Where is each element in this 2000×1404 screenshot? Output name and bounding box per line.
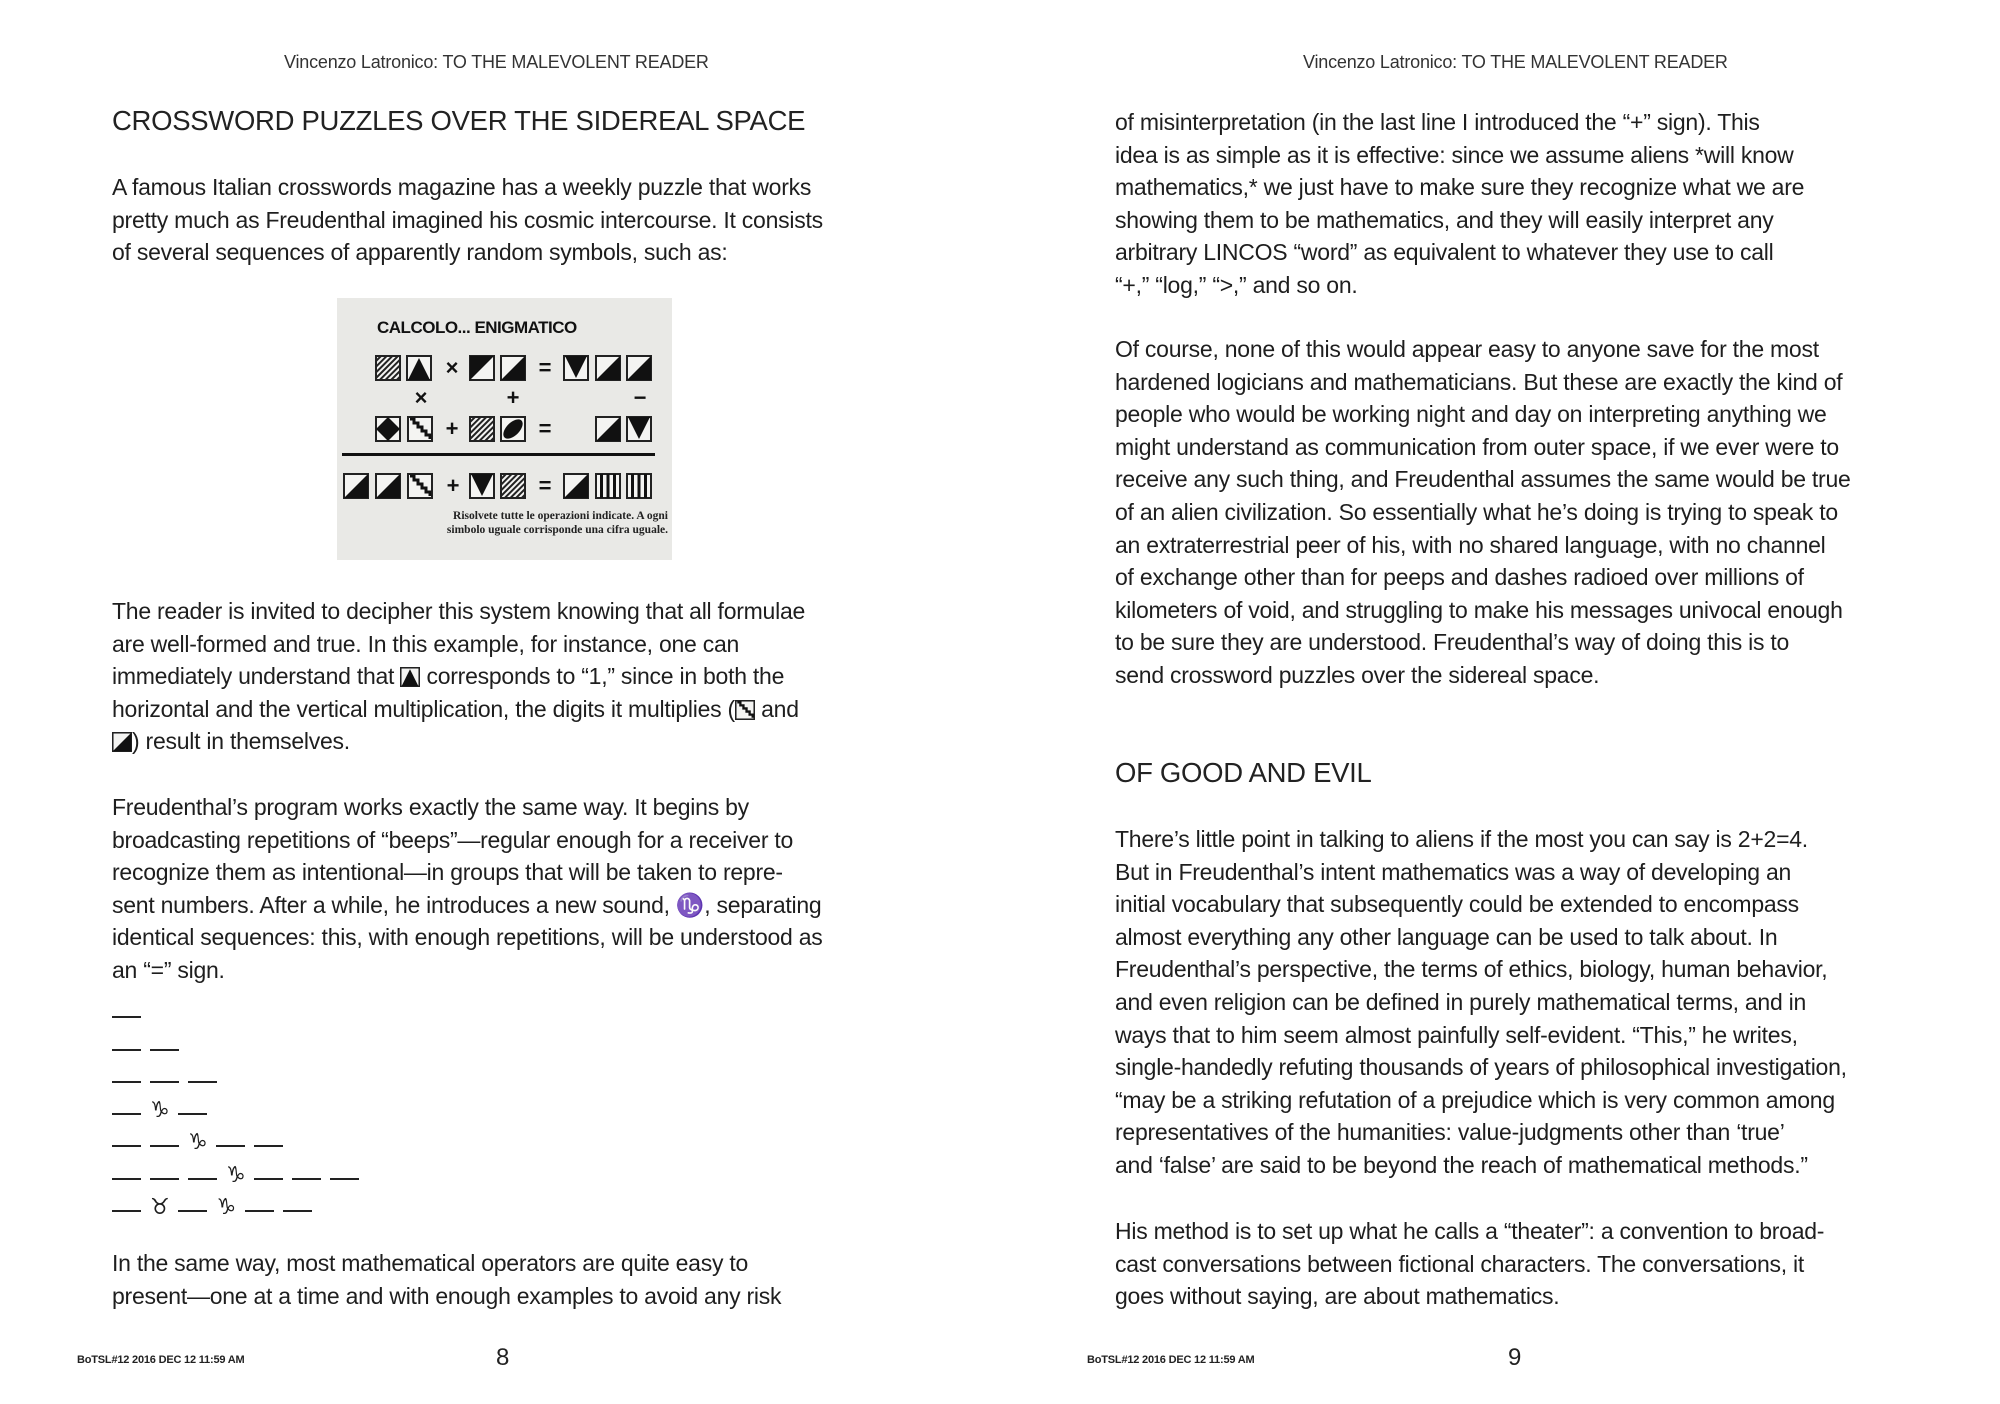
- program-paragraph: [112, 791, 823, 987]
- caption-line: simbolo uguale corrisponde una cifra uguale.: [446, 524, 668, 536]
- vertical-bars-symbol: [595, 473, 621, 499]
- page-number: 9: [1508, 1344, 1522, 1371]
- text-line: His method is to set up what he calls a “theater”: a convention to broad-: [1115, 1218, 1825, 1244]
- text-line: But in Freudenthal’s intent mathematics was a way of developing an: [1115, 858, 1792, 885]
- diagonal-bottom-right-symbol: [112, 732, 132, 752]
- diagonal-bottom-right-symbol: [595, 416, 621, 442]
- theater-paragraph: [1115, 1215, 1824, 1313]
- sequence-row: [112, 1027, 359, 1059]
- text-line: “+,” “log,” “>,” and so on.: [1115, 271, 1358, 298]
- beep-sequence-diagram: [112, 995, 359, 1221]
- beep-dash: [178, 1210, 207, 1212]
- text-line: to be sure they are understood. Freudenthal’s way of doing this is to: [1115, 629, 1790, 656]
- capricorn-symbol: ♑: [188, 1130, 208, 1156]
- plus-operator: +: [446, 473, 460, 498]
- text-line: people who would be working night and day on interpreting anything we: [1115, 401, 1827, 428]
- plus-operator: +: [506, 385, 520, 410]
- beep-dash: [112, 1178, 141, 1180]
- text-line: pretty much as Freudenthal imagined his cosmic intercourse. It consists: [112, 206, 823, 233]
- puzzle-image: [337, 298, 672, 560]
- stairs-symbol: [407, 416, 433, 442]
- text-line: Freudenthal’s program works exactly the same way. It begins by: [112, 794, 749, 820]
- beep-dash: [112, 1016, 141, 1018]
- beep-dash: [216, 1145, 245, 1147]
- diagonal-bottom-right-symbol: [375, 473, 401, 499]
- good-evil-paragraph: [1115, 823, 1847, 1182]
- text-line: Of course, none of this would appear easy to anyone save for the most: [1115, 336, 1819, 362]
- logicians-paragraph: [1115, 333, 1851, 692]
- running-head: Vincenzo Latronico: TO THE MALEVOLENT READER: [284, 52, 709, 72]
- equals-operator: =: [538, 416, 552, 441]
- beep-dash: [112, 1113, 141, 1115]
- text-line: present—one at a time and with enough examples to avoid any risk: [112, 1282, 782, 1309]
- text-line: cast conversations between fictional characters. The conversations, it: [1115, 1250, 1805, 1277]
- triangle-down-symbol: [469, 473, 495, 499]
- caption-line: Risolvete tutte le operazioni indicate. A ogni: [453, 510, 668, 522]
- diagonal-bottom-right-symbol: [343, 473, 369, 499]
- beep-dash: [150, 1081, 179, 1083]
- section-title: CROSSWORD PUZZLES OVER THE SIDEREAL SPACE: [112, 105, 806, 136]
- vertical-bars-symbol: [626, 473, 652, 499]
- equals-operator: =: [538, 355, 552, 380]
- capricorn-symbol: ♑: [216, 1195, 236, 1221]
- sequence-row: [112, 1060, 359, 1092]
- beep-dash: [245, 1210, 274, 1212]
- text-line: send crossword puzzles over the sidereal space.: [1115, 661, 1600, 688]
- capricorn-symbol: ♑: [150, 1098, 170, 1124]
- beep-dash: [254, 1145, 283, 1147]
- text-line: [112, 693, 805, 726]
- text-line: There’s little point in talking to aliens if the most you can say is 2+2=4.: [1115, 826, 1808, 852]
- text-line: of several sequences of apparently random symbols, such as:: [112, 239, 728, 266]
- running-head: Vincenzo Latronico: TO THE MALEVOLENT READER: [1303, 52, 1728, 72]
- beep-dash: [112, 1081, 141, 1083]
- text-line: single-handedly refuting thousands of years of philosophical investigation,: [1115, 1054, 1847, 1081]
- beep-dash: [254, 1178, 283, 1180]
- text-line: showing them to be mathematics, and they will easily interpret any: [1115, 206, 1774, 233]
- text-line: an “=” sign.: [112, 956, 225, 983]
- diamond-symbol: [375, 416, 401, 442]
- text-line: almost everything any other language can be used to talk about. In: [1115, 923, 1778, 950]
- text-line: broadcasting repetitions of “beeps”—regular enough for a receiver to: [112, 826, 794, 853]
- beep-dash: [112, 1210, 141, 1212]
- sum-rule-line: [342, 453, 655, 456]
- times-operator: ×: [445, 355, 459, 380]
- text-line: and even religion can be defined in purely mathematical terms, and in: [1115, 988, 1807, 1015]
- text-line: recognize them as intentional—in groups that will be taken to repre-: [112, 859, 783, 886]
- beep-dash: [330, 1178, 359, 1180]
- text-line: [112, 725, 805, 758]
- beep-dash: [292, 1178, 321, 1180]
- diagonal-bottom-right-symbol: [563, 473, 589, 499]
- text-line: receive any such thing, and Freudenthal assumes the same would be true: [1115, 466, 1851, 493]
- triangle-up-symbol: [400, 667, 420, 687]
- text-span: immediately understand that: [112, 663, 401, 690]
- beep-dash: [150, 1178, 179, 1180]
- beep-dash: [112, 1049, 141, 1051]
- text-line: ways that to him seem almost painfully self-evident. “This,” he writes,: [1115, 1021, 1798, 1048]
- diagonal-bottom-right-symbol: [500, 355, 526, 381]
- text-line: of misinterpretation (in the last line I introduced the “+” sign). This: [1115, 109, 1760, 135]
- beep-dash: [178, 1113, 207, 1115]
- diagonal-bottom-right-symbol: [626, 355, 652, 381]
- beep-dash: [283, 1210, 312, 1212]
- print-stamp: BoTSL#12 2016 DEC 12 11:59 AM: [77, 1354, 245, 1366]
- times-operator: ×: [414, 385, 428, 410]
- text-line: Freudenthal’s perspective, the terms of ethics, biology, human behavior,: [1115, 956, 1828, 983]
- beep-dash: [188, 1178, 217, 1180]
- diagonal-top-left-symbol: [469, 355, 495, 381]
- text-line: representatives of the humanities: value-judgments other than ‘true’: [1115, 1119, 1785, 1146]
- capricorn-symbol: ♑: [226, 1162, 246, 1188]
- triangle-up-symbol: [406, 355, 432, 381]
- puzzle-title: CALCOLO... ENIGMATICO: [377, 318, 577, 337]
- stairs-symbol: [407, 473, 433, 499]
- continued-paragraph: [1115, 106, 1804, 302]
- text-line: “may be a striking refutation of a prejudice which is very common among: [1115, 1086, 1835, 1113]
- beep-dash: [188, 1081, 217, 1083]
- text-line: hardened logicians and mathematicians. But these are exactly the kind of: [1115, 368, 1843, 395]
- beep-dash: [112, 1145, 141, 1147]
- hatched-square-symbol: [500, 473, 526, 499]
- puzzle-caption: [337, 509, 672, 537]
- sequence-row: [112, 1189, 359, 1221]
- text-line: A famous Italian crosswords magazine has a weekly puzzle that works: [112, 174, 812, 200]
- beep-dash: [150, 1145, 179, 1147]
- sequence-row: [112, 1124, 359, 1156]
- explanation-paragraph: [112, 595, 805, 758]
- text-span: horizontal and the vertical multiplication, the digits it multiplies (: [112, 695, 735, 722]
- sequence-row: [112, 1156, 359, 1188]
- triangle-down-symbol: [563, 355, 589, 381]
- triangle-down-symbol: [626, 416, 652, 442]
- text-line: of an alien civilization. So essentially what he’s doing is trying to speak to: [1115, 498, 1838, 525]
- section-title: OF GOOD AND EVIL: [1115, 757, 1372, 788]
- operators-paragraph: [112, 1247, 781, 1312]
- minus-operator: −: [633, 385, 647, 410]
- text-line: arbitrary LINCOS “word” as equivalent to whatever they use to call: [1115, 239, 1774, 266]
- text-line: [112, 660, 805, 693]
- right-page: [1000, 0, 2000, 1404]
- plus-operator: +: [445, 416, 459, 441]
- diagonal-bottom-right-symbol: [595, 355, 621, 381]
- sequence-row: [112, 1092, 359, 1124]
- text-span: ) result in themselves.: [132, 728, 350, 755]
- print-stamp: BoTSL#12 2016 DEC 12 11:59 AM: [1087, 1354, 1255, 1366]
- text-line: of exchange other than for peeps and dashes radioed over millions of: [1115, 564, 1804, 591]
- text-line: might understand as communication from outer space, if we ever were to: [1115, 433, 1839, 460]
- text-line: The reader is invited to decipher this system knowing that all formulae: [112, 598, 806, 624]
- text-line: are well-formed and true. In this example, for instance, one can: [112, 630, 740, 657]
- text-line: kilometers of void, and struggling to make his messages univocal enough: [1115, 596, 1843, 623]
- text-line: initial vocabulary that subsequently could be extended to encompass: [1115, 891, 1799, 918]
- intro-paragraph: [112, 171, 823, 269]
- taurus-symbol: ♉: [150, 1195, 170, 1221]
- hatched-square-symbol: [469, 416, 495, 442]
- sequence-row: [112, 995, 359, 1027]
- page-number: 8: [496, 1344, 510, 1371]
- text-span: corresponds to “1,” since in both the: [420, 663, 785, 690]
- stairs-symbol: [735, 700, 755, 720]
- text-line: In the same way, most mathematical operators are quite easy to: [112, 1250, 749, 1276]
- ellipse-symbol: [500, 416, 526, 442]
- text-line: and ‘false’ are said to be beyond the reach of mathematical methods.”: [1115, 1151, 1808, 1178]
- beep-dash: [150, 1049, 179, 1051]
- text-line: identical sequences: this, with enough repetitions, will be understood as: [112, 924, 823, 951]
- text-line: idea is as simple as it is effective: since we assume aliens *will know: [1115, 141, 1794, 168]
- text-line: mathematics,* we just have to make sure they recognize what we are: [1115, 174, 1805, 201]
- equals-operator: =: [538, 473, 552, 498]
- hatched-square-symbol: [375, 355, 401, 381]
- text-line: sent numbers. After a while, he introduces a new sound, ♑, separating: [112, 891, 822, 918]
- text-span: and: [754, 695, 799, 722]
- text-line: an extraterrestrial peer of his, with no shared language, with no channel: [1115, 531, 1826, 558]
- text-line: goes without saying, are about mathematics.: [1115, 1283, 1560, 1310]
